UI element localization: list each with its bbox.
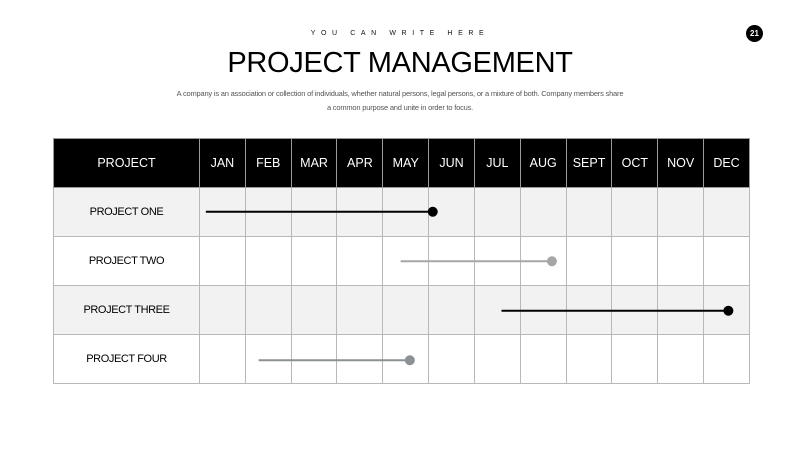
project-name: PROJECT ONE	[54, 188, 200, 237]
project-name: PROJECT FOUR	[54, 335, 200, 384]
page-description	[150, 87, 650, 115]
month-cell	[383, 188, 429, 237]
month-cell	[245, 335, 291, 384]
month-cell	[704, 188, 750, 237]
month-cell	[566, 188, 612, 237]
month-cell	[383, 286, 429, 335]
month-cell	[337, 335, 383, 384]
month-header-jun: JUN	[429, 139, 475, 188]
month-cell	[520, 335, 566, 384]
month-header-aug: AUG	[520, 139, 566, 188]
month-cell	[566, 335, 612, 384]
month-cell	[245, 286, 291, 335]
month-cell	[291, 237, 337, 286]
month-header-dec: DEC	[704, 139, 750, 188]
project-row-three	[54, 286, 750, 335]
project-row-one	[54, 188, 750, 237]
project-name: PROJECT TWO	[54, 237, 200, 286]
month-cell	[383, 237, 429, 286]
month-cell	[245, 237, 291, 286]
month-cell	[704, 286, 750, 335]
month-cell	[200, 286, 246, 335]
month-cell	[474, 188, 520, 237]
month-cell	[658, 286, 704, 335]
month-cell	[612, 188, 658, 237]
month-cell	[200, 237, 246, 286]
month-cell	[291, 188, 337, 237]
month-header-feb: FEB	[245, 139, 291, 188]
month-header-jan: JAN	[200, 139, 246, 188]
gantt-table	[53, 138, 750, 384]
project-row-two	[54, 237, 750, 286]
month-cell	[337, 237, 383, 286]
description-line-1: A company is an association or collection of individuals, whether natural persons, legal persons, or a mixture of both. Company members share	[176, 89, 624, 98]
project-column-header: PROJECT	[54, 139, 200, 188]
month-cell	[520, 188, 566, 237]
month-cell	[520, 286, 566, 335]
month-cell	[383, 335, 429, 384]
month-header-jul: JUL	[474, 139, 520, 188]
project-row-four	[54, 335, 750, 384]
month-cell	[704, 335, 750, 384]
month-cell	[429, 237, 475, 286]
month-cell	[245, 188, 291, 237]
month-cell	[200, 188, 246, 237]
page-number-badge: 21	[746, 25, 763, 42]
month-cell	[474, 335, 520, 384]
month-header-nov: NOV	[658, 139, 704, 188]
month-cell	[429, 286, 475, 335]
month-header-oct: OCT	[612, 139, 658, 188]
month-cell	[474, 237, 520, 286]
month-cell	[612, 237, 658, 286]
project-name: PROJECT THREE	[54, 286, 200, 335]
month-cell	[566, 286, 612, 335]
month-cell	[337, 188, 383, 237]
description-line-2: a common purpose and unite in order to focus.	[326, 103, 474, 112]
month-cell	[291, 286, 337, 335]
month-cell	[658, 335, 704, 384]
header-row	[54, 139, 750, 188]
month-cell	[429, 188, 475, 237]
month-cell	[658, 237, 704, 286]
month-header-mar: MAR	[291, 139, 337, 188]
month-header-may: MAY	[383, 139, 429, 188]
month-cell	[658, 188, 704, 237]
month-cell	[520, 237, 566, 286]
month-header-apr: APR	[337, 139, 383, 188]
eyebrow-text: YOU CAN WRITE HERE	[310, 30, 490, 37]
month-header-sept: SEPT	[566, 139, 612, 188]
month-cell	[612, 335, 658, 384]
month-cell	[337, 286, 383, 335]
month-cell	[291, 335, 337, 384]
month-cell	[612, 286, 658, 335]
month-cell	[566, 237, 612, 286]
month-cell	[429, 335, 475, 384]
gantt-chart	[53, 138, 749, 386]
month-cell	[474, 286, 520, 335]
page-title: PROJECT MANAGEMENT	[227, 47, 573, 79]
month-cell	[704, 237, 750, 286]
month-cell	[200, 335, 246, 384]
